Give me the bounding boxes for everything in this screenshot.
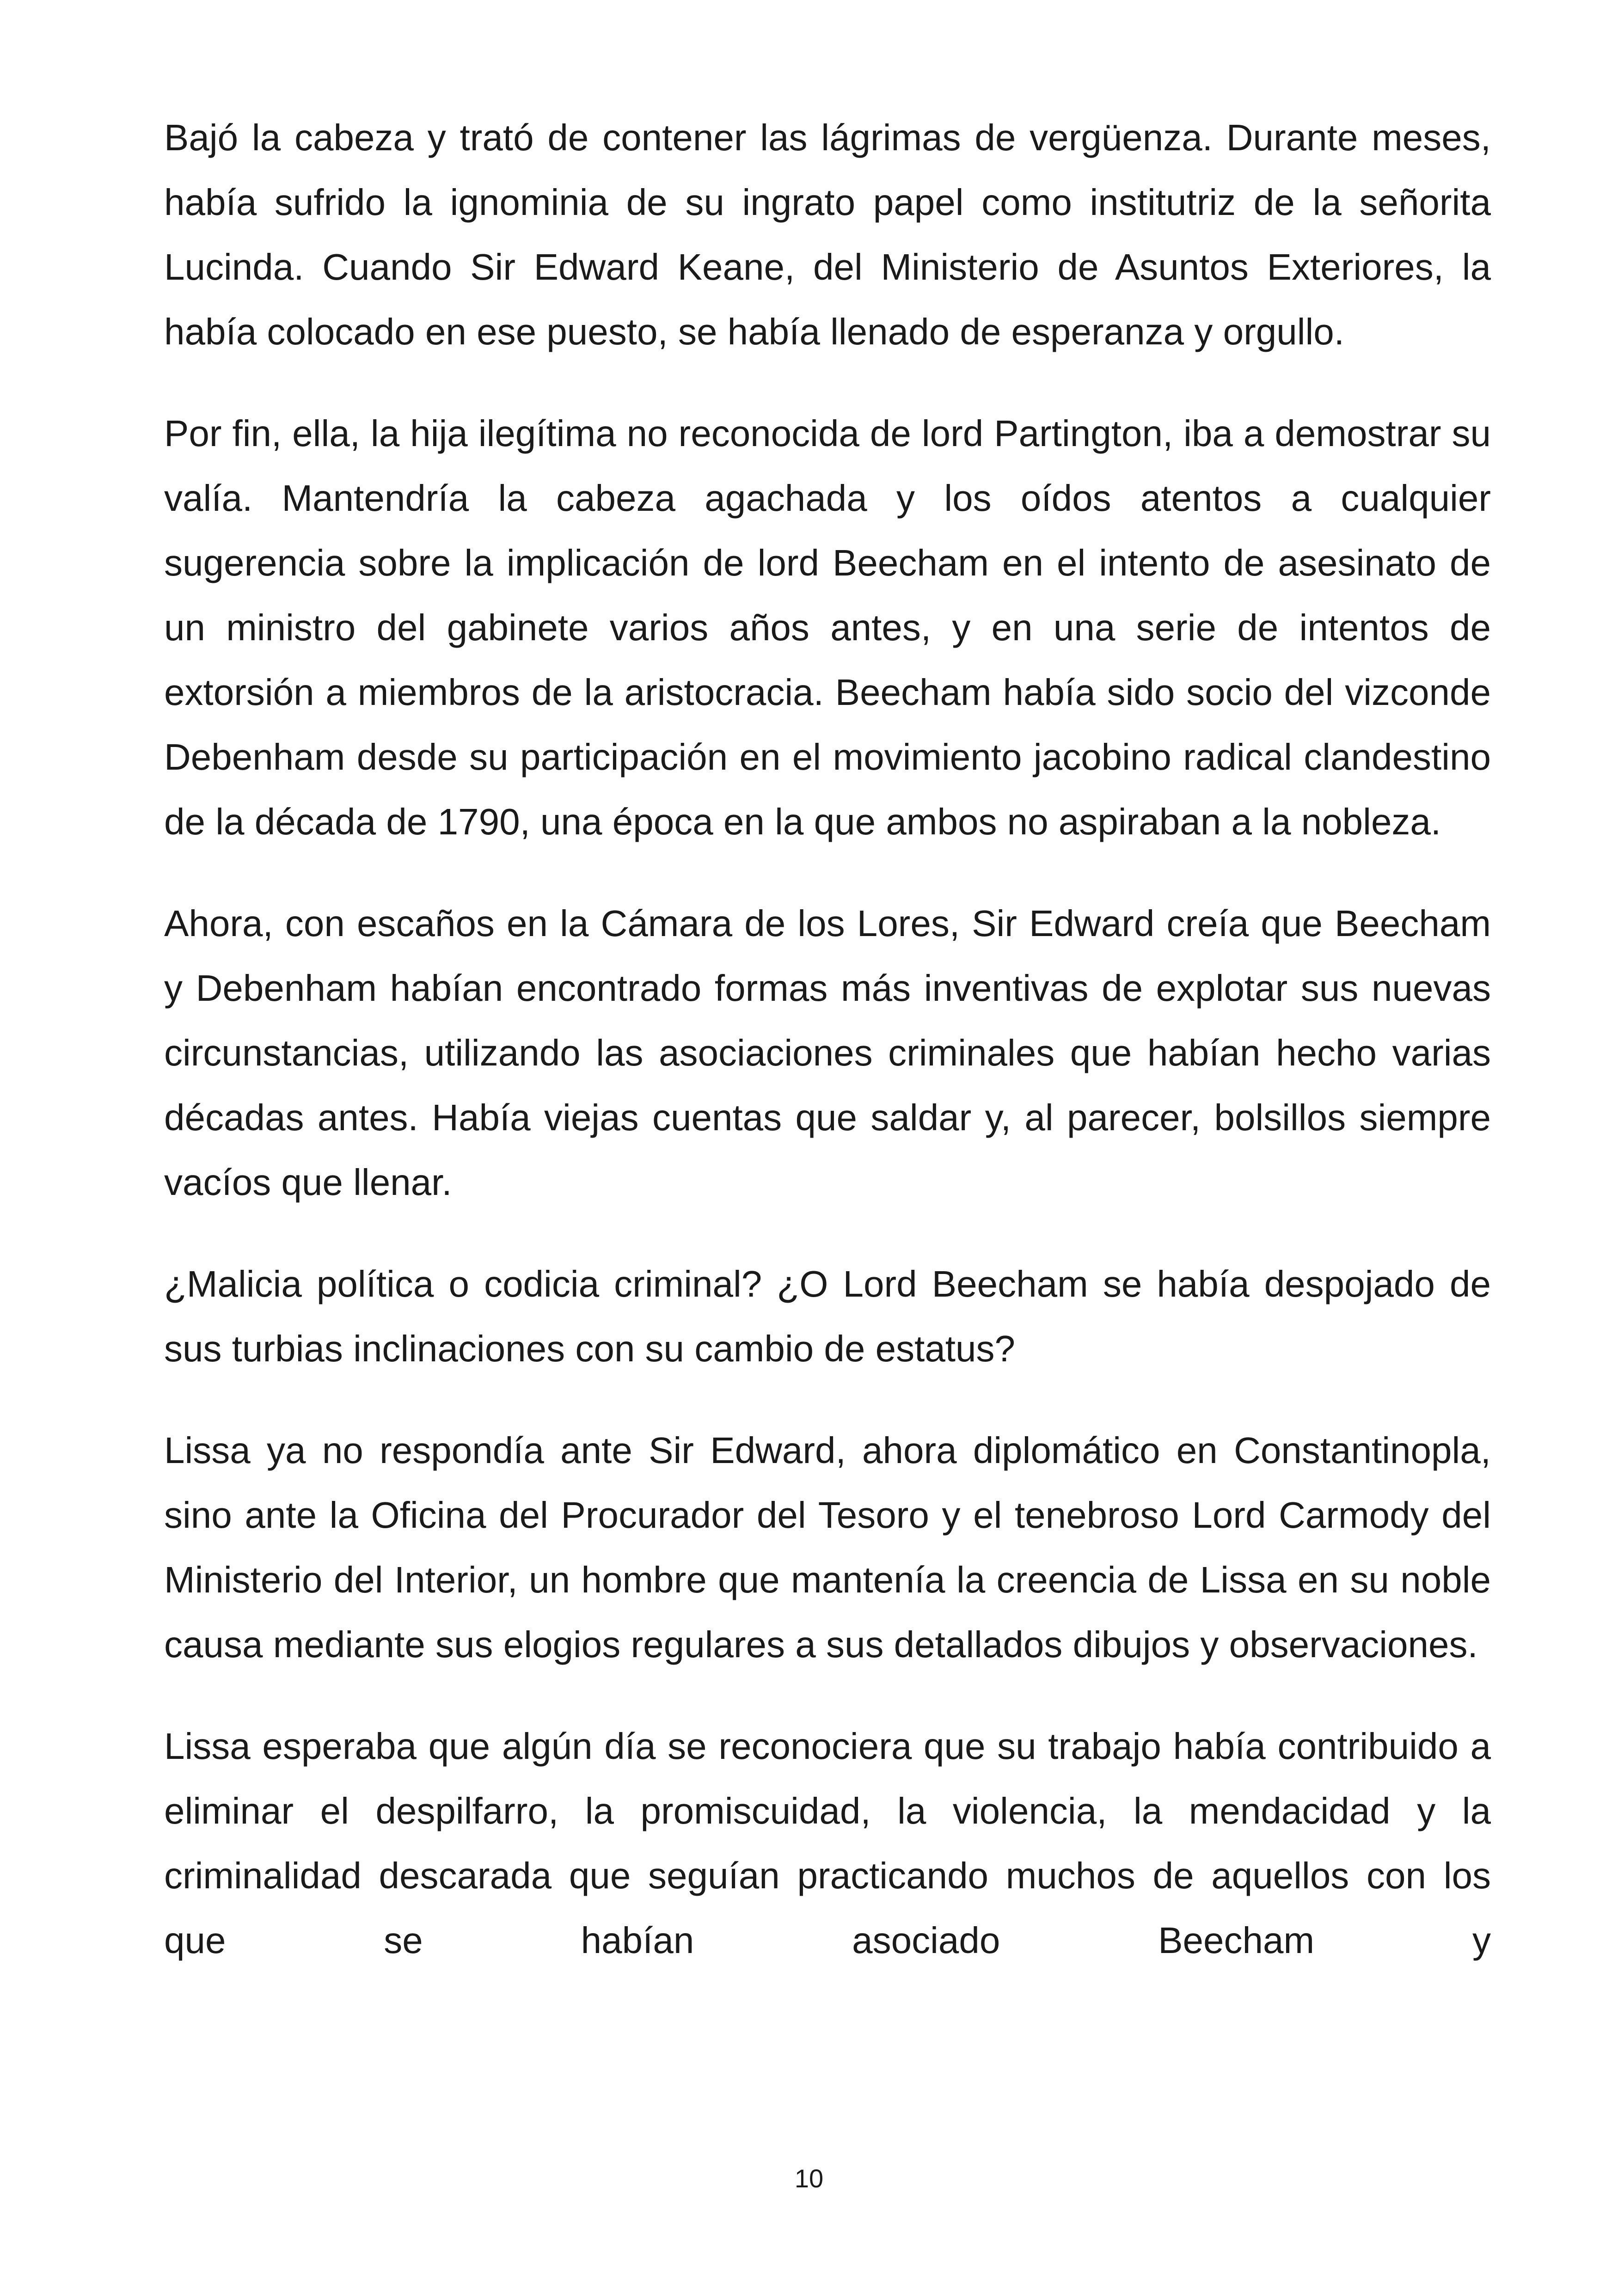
paragraph-4: ¿Malicia política o codicia criminal? ¿O Lord Beecham se había despojado de sus turbias inclinaciones con su cambio de estatus? <box>164 1263 1491 1369</box>
paragraph-2: Por fin, ella, la hija ilegítima no reconocida de lord Partington, iba a demostrar su valía. Mantendría la cabeza agachada y los oídos atentos a cualquier sugerencia sobre la implicación de lord Beecham en el intento de asesinato de un ministro del gabinete varios años antes, y en una serie de intentos de extorsión a miembros de la aristocracia. Beecham había sido socio del vizconde Debenham desde su participación en el movimiento jacobino radical clandestino de la década de 1790, una época en la que ambos no aspiraban a la nobleza. <box>164 413 1491 842</box>
paragraph-1: Bajó la cabeza y trató de contener las lágrimas de vergüenza. Durante meses, había sufrido la ignominia de su ingrato papel como institutriz de la señorita Lucinda. Cuando Sir Edward Keane, del Ministerio de Asuntos Exteriores, la había colocado en ese puesto, se había llenado de esperanza y orgullo. <box>164 117 1491 352</box>
paragraph-3: Ahora, con escaños en la Cámara de los Lores, Sir Edward creía que Beecham y Debenham habían encontrado formas más inventivas de explotar sus nuevas circunstancias, utilizando las asociaciones criminales que habían hecho varias décadas antes. Había viejas cuentas que saldar y, al parecer, bolsillos siempre vacíos que llenar. <box>164 903 1491 1203</box>
paragraph-6: Lissa esperaba que algún día se reconociera que su trabajo había contribuido a eliminar el despilfarro, la promiscuidad, la violencia, la mendacidad y la criminalidad descarada que seguían practicando muchos de aquellos con los que se habían asociado Beecham y <box>164 1726 1491 1961</box>
paragraph-5: Lissa ya no respondía ante Sir Edward, ahora diplomático en Constantinopla, sino ante la Oficina del Procurador del Tesoro y el tenebroso Lord Carmody del Ministerio del Interior, un hombre que mantenía la creencia de Lissa en su noble causa mediante sus elogios regulares a sus detallados dibujos y observaciones. <box>164 1430 1491 1665</box>
page-number: 10 <box>794 2164 824 2193</box>
body-text <box>164 105 1491 2010</box>
